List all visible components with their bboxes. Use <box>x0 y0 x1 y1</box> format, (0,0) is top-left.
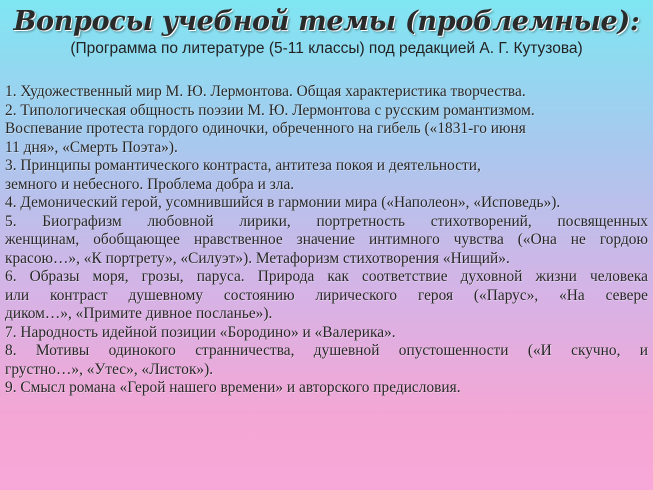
list-item-line: 9. Смысл романа «Герой нашего времени» и авторского предисловия. <box>5 379 461 396</box>
list-item-line: грустно…», «Утес», «Листок»). <box>5 360 214 378</box>
list-item-line: женщинам, обобщающее нравственное значение интимного чувства («Она не гордою <box>5 231 648 248</box>
list-item <box>5 83 648 102</box>
list-item-line: 11 дня», «Смерть Поэта»). <box>5 138 178 156</box>
list-item-line: 6. Образы моря, грозы, паруса. Природа как соответствие духовной жизни человека <box>5 268 648 285</box>
list-item-line: или контраст душевному состоянию лирического героя («Парус», «На севере <box>5 286 648 304</box>
list-item <box>5 379 648 398</box>
slide-subtitle: (Программа по литературе (5-11 классы) под редакцией А. Г. Кутузова) <box>70 40 583 57</box>
list-item <box>5 213 648 269</box>
list-item <box>5 324 648 343</box>
list-item-line: 4. Демонический герой, усомнившийся в гармонии мира («Наполеон», «Исповедь»). <box>5 194 561 211</box>
list-item-line: диком…», «Примите дивное посланье»). <box>5 305 273 322</box>
list-item-line: 8. Мотивы одинокого странничества, душевной опустошенности («И скучно, и <box>5 342 648 359</box>
list-item <box>5 194 648 213</box>
list-item <box>5 342 648 379</box>
list-item-line: Воспевание протеста гордого одиночки, обреченного на гибель («1831-го июня <box>5 120 526 137</box>
list-item <box>5 268 648 324</box>
list-item-line: 5. Биографизм любовной лирики, портретность стихотворений, посвященных <box>5 212 648 230</box>
topic-list <box>5 83 648 398</box>
slide-title: Вопросы учебной темы (проблемные): <box>13 6 640 37</box>
list-item <box>5 102 648 158</box>
list-item-line: 3. Принципы романтического контраста, антитеза покоя и деятельности, <box>5 157 481 174</box>
list-item-line: земного и небесного. Проблема добра и зла. <box>5 175 295 193</box>
list-item <box>5 157 648 194</box>
list-item-line: 1. Художественный мир М. Ю. Лермонтова. Общая характеристика творчества. <box>5 83 526 100</box>
list-item-line: 2. Типологическая общность поэзии М. Ю. Лермонтова с русским романтизмом. <box>5 101 535 119</box>
list-item-line: 7. Народность идейной позиции «Бородино» и «Валерика». <box>5 323 396 341</box>
list-item-line: красою…», «К портрету», «Силуэт»). Метафоризм стихотворения «Нищий». <box>5 249 510 267</box>
